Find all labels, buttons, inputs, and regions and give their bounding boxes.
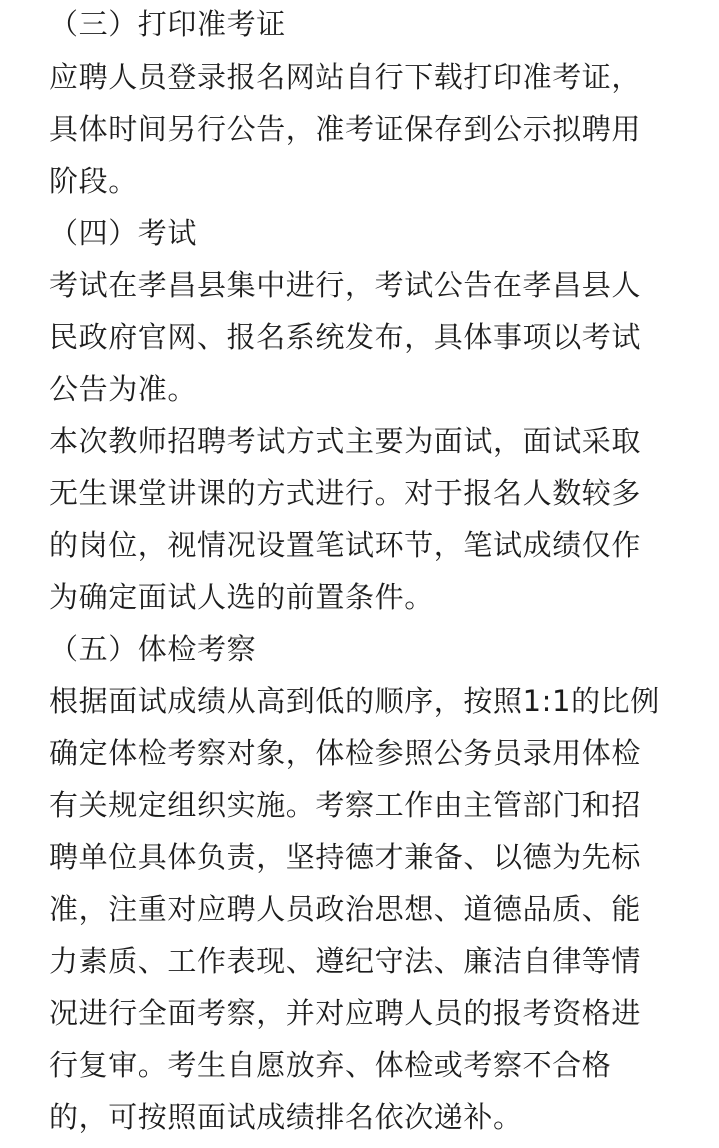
paragraph-line: 公告为准。 <box>49 372 198 406</box>
paragraph-line: 行复审。考生自愿放弃、体检或考察不合格 <box>49 1048 612 1082</box>
paragraph-line: 有关规定组织实施。考察工作由主管部门和招 <box>49 788 642 822</box>
paragraph-line: 根据面试成绩从高到低的顺序，按照1:1的比例 <box>49 684 660 718</box>
paragraph-line: 本次教师招聘考试方式主要为面试，面试采取 <box>49 424 642 458</box>
paragraph-line: 的岗位，视情况设置笔试环节，笔试成绩仅作 <box>49 528 642 562</box>
paragraph-line: 聘单位具体负责，坚持德才兼备、以德为先标 <box>49 840 642 874</box>
paragraph-line: 考试在孝昌县集中进行，考试公告在孝昌县人 <box>49 268 642 302</box>
section-heading-physical-exam: （五）体检考察 <box>49 632 257 666</box>
paragraph-line: 为确定面试人选的前置条件。 <box>49 580 434 614</box>
paragraph-line: 阶段。 <box>49 164 138 198</box>
paragraph-line: 况进行全面考察，并对应聘人员的报考资格进 <box>49 996 642 1030</box>
section-heading-print-admission: （三）打印准考证 <box>49 7 286 41</box>
paragraph-line: 具体时间另行公告，准考证保存到公示拟聘用 <box>49 112 642 146</box>
paragraph-line: 民政府官网、报名系统发布，具体事项以考试 <box>49 320 642 354</box>
paragraph-line: 确定体检考察对象，体检参照公务员录用体检 <box>49 736 642 770</box>
paragraph-line: 准，注重对应聘人员政治思想、道德品质、能 <box>49 892 642 926</box>
section-heading-exam: （四）考试 <box>49 216 198 250</box>
paragraph-line: 力素质、工作表现、遵纪守法、廉洁自律等情 <box>49 944 642 978</box>
paragraph-line: 应聘人员登录报名网站自行下载打印准考证， <box>49 60 642 94</box>
paragraph-line: 的，可按照面试成绩排名依次递补。 <box>49 1100 523 1134</box>
paragraph-line: 无生课堂讲课的方式进行。对于报名人数较多 <box>49 476 642 510</box>
